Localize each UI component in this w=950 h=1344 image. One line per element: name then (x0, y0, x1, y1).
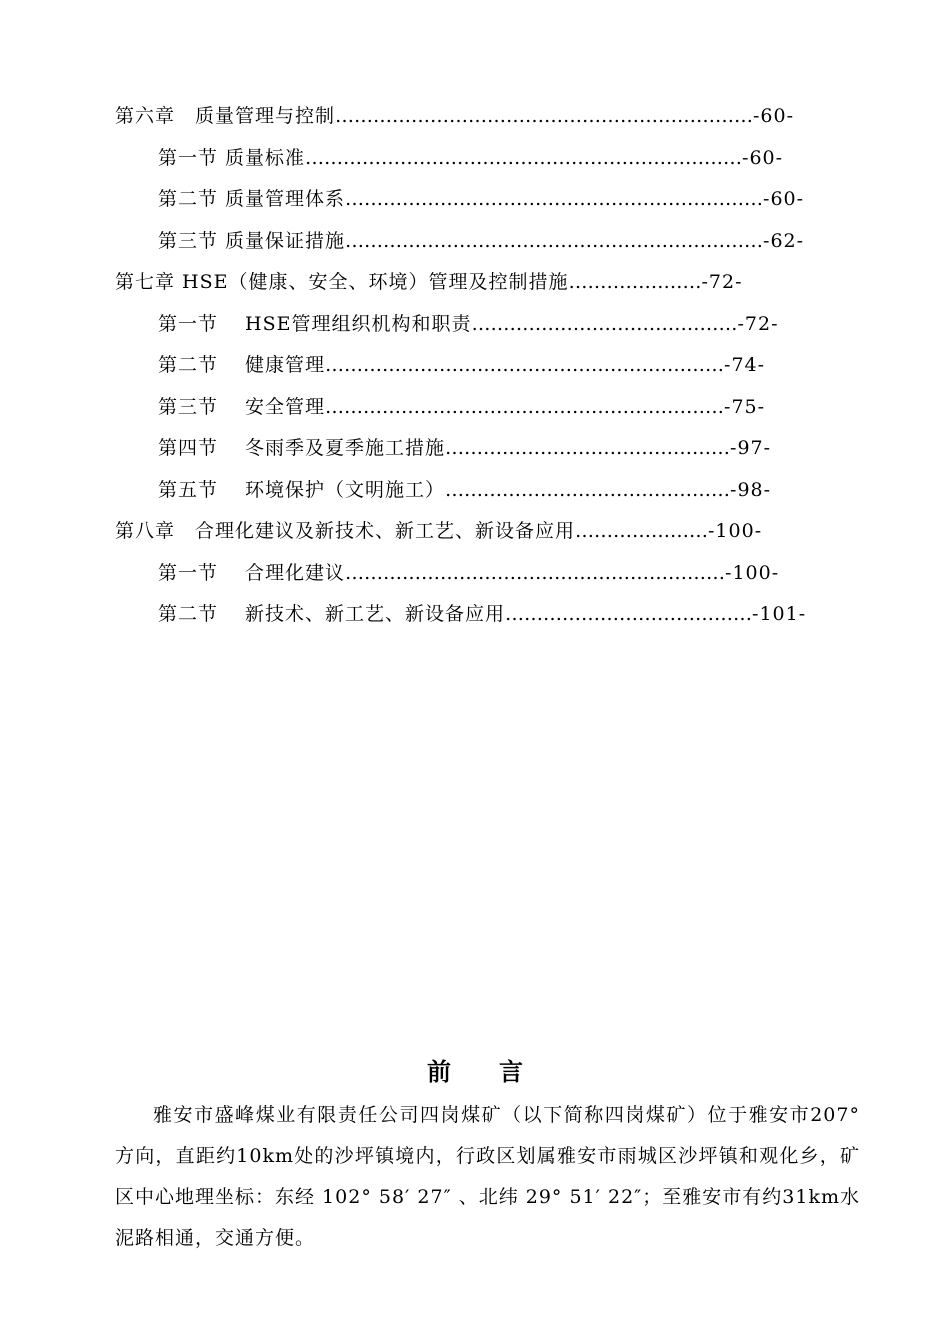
toc-page-number: -74- (724, 354, 766, 376)
toc-entry-section-7-2 (158, 353, 765, 377)
toc-entry-title: 第二节 质量管理体系 (158, 188, 346, 210)
toc-entry-section-6-2 (158, 187, 804, 211)
toc-entry-title: 第二节 新技术、新工艺、新设备应用 (158, 603, 506, 625)
toc-entry-section-6-1 (158, 146, 783, 170)
toc-entry-title: 第三节 质量保证措施 (158, 230, 346, 252)
toc-entry-section-8-2 (158, 602, 806, 626)
toc-entry-chapter-6 (115, 104, 794, 128)
toc-page-number: -101- (752, 603, 807, 625)
toc-leader: ………………………………………………………… (345, 188, 764, 210)
toc-entry-title: 第六章 质量管理与控制 (115, 105, 336, 127)
toc-entry-title: 第五节 环境保护（文明施工） (158, 479, 446, 501)
toc-entry-title: 第三节 安全管理 (158, 396, 326, 418)
toc-leader: ………………………………………………………… (335, 105, 754, 127)
toc-page-number: -60- (753, 105, 795, 127)
toc-entry-title: 第七章 HSE（健康、安全、环境）管理及控制措施 (115, 271, 569, 293)
toc-leader: ……………………………………… (445, 479, 731, 501)
toc-page-number: -97- (730, 437, 772, 459)
toc-entry-section-6-3 (158, 229, 804, 253)
toc-leader: ……………………………………………………… (325, 354, 725, 376)
toc-page-number: -60- (742, 147, 784, 169)
toc-entry-section-7-5 (158, 478, 771, 502)
toc-leader: ………………………………… (505, 603, 753, 625)
toc-leader: …………………………………… (471, 313, 738, 335)
toc-entry-title: 第二节 健康管理 (158, 354, 326, 376)
toc-entry-title: 第一节 质量标准 (158, 147, 306, 169)
preface-paragraph: 雅安市盛峰煤业有限责任公司四岗煤矿（以下简称四岗煤矿）位于雅安市207° 方向，直距约10km处的沙坪镇境内，行政区划属雅安市雨城区沙坪镇和观化乡，矿区中心地理坐标：东经 102° 58′ 27″ 、北纬 29° 51′ 22″；至雅安市有约31km水泥路相通，交通方便。 (115, 1104, 860, 1249)
toc-entry-title: 第八章 合理化建议及新技术、新工艺、新设备应用 (115, 520, 576, 542)
toc-leader: …………………………………………………………… (305, 147, 743, 169)
toc-entry-title: 第四节 冬雨季及夏季施工措施 (158, 437, 446, 459)
toc-leader: ……………………………………… (445, 437, 731, 459)
toc-page-number: -100- (725, 562, 780, 584)
toc-entry-section-7-1 (158, 312, 779, 336)
toc-leader: …………………………………………………… (345, 562, 726, 584)
preface-title: 前言 (427, 1057, 571, 1086)
toc-leader: ……………………………………………………… (325, 396, 725, 418)
toc-leader: ………………… (575, 520, 709, 542)
toc-page-number: -62- (763, 230, 805, 252)
toc-entry-chapter-7 (115, 270, 743, 294)
toc-page-number: -72- (737, 313, 779, 335)
toc-leader: ………………………………………………………… (345, 230, 764, 252)
toc-page-number: -75- (724, 396, 766, 418)
toc-entry-chapter-8 (115, 519, 762, 543)
toc-page-number: -98- (730, 479, 772, 501)
toc-entry-title: 第一节 HSE管理组织机构和职责 (158, 313, 472, 335)
toc-entry-section-7-3 (158, 395, 765, 419)
preface-body (115, 1095, 860, 1259)
toc-page-number: -72- (701, 271, 743, 293)
toc-entry-title: 第一节 合理化建议 (158, 562, 346, 584)
toc-leader: ………………… (568, 271, 702, 293)
toc-page-number: -60- (763, 188, 805, 210)
toc-entry-section-8-1 (158, 561, 779, 585)
toc-entry-section-7-4 (158, 436, 771, 460)
toc-page-number: -100- (708, 520, 763, 542)
